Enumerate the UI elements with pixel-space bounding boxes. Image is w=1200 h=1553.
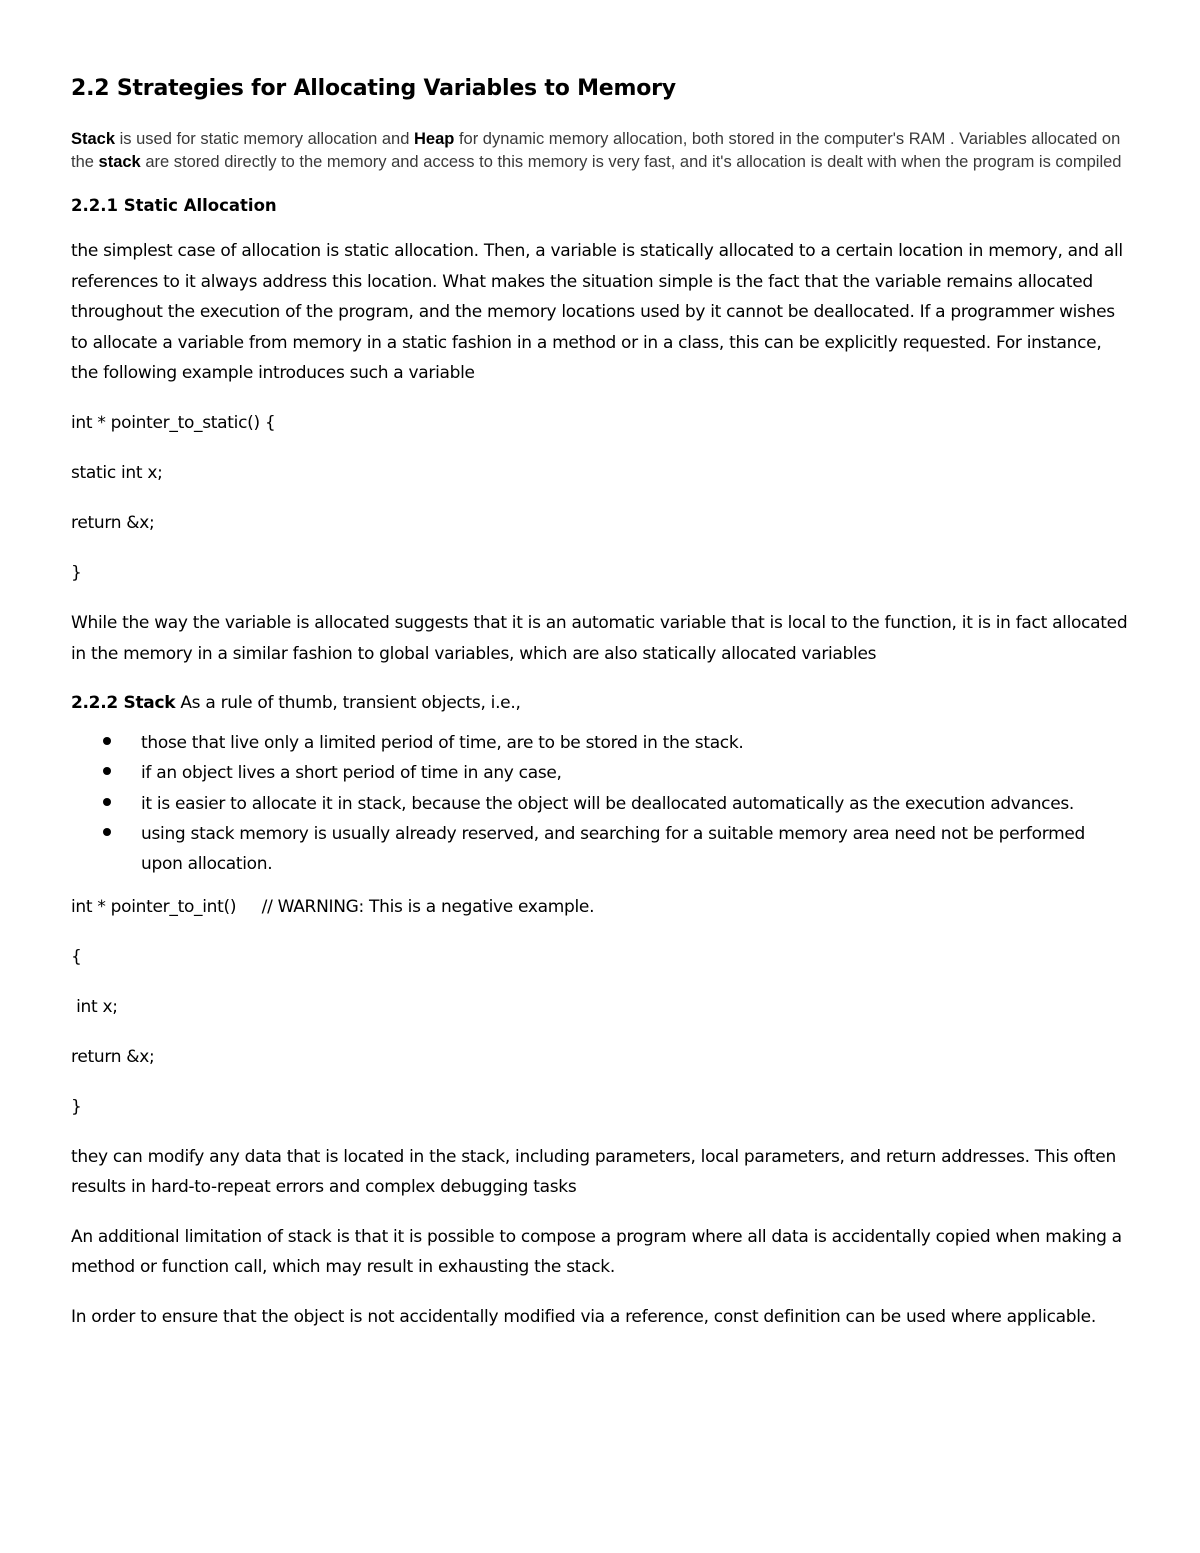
code-line: } [71, 562, 82, 583]
intro-stack-term: Stack [71, 130, 116, 148]
code-line: { [71, 946, 82, 967]
code-line: return &x; [71, 512, 155, 533]
code-line: int * pointer_to_int() // WARNING: This is a negative example. [71, 896, 595, 917]
list-item-text: using stack memory is usually already reserved, and searching for a suitable memory area need not be performed upon allocation. [141, 824, 1086, 875]
intro-text-3: are stored directly to the memory and access to this memory is very fast, and it's allocation is dealt with when the program is compiled [140, 153, 1122, 171]
bullet-icon [103, 767, 111, 775]
document-page [71, 72, 1131, 1352]
intro-heap-term: Heap [414, 130, 455, 148]
intro-text-1: is used for static memory allocation and [115, 130, 414, 148]
static-code-block [71, 408, 1131, 588]
code-line: int * pointer_to_static() { [71, 412, 276, 433]
stack-heading-rest: As a rule of thumb, transient objects, i.e., [175, 693, 521, 714]
code-line: } [71, 1096, 82, 1117]
bullet-icon [103, 798, 111, 806]
bullet-icon [103, 828, 111, 836]
static-allocation-paragraph: the simplest case of allocation is static allocation. Then, a variable is statically allocated to a certain location in memory, and all references to it always address this location. What makes the situation simple is the fact that the variable remains allocated throughout the execution of the program, and the memory locations used by it cannot be deallocated. If a programmer wishes to allocate a variable from memory in a static fashion in a method or in a class, this can be explicitly requested. For instance, the following example introduces such a variable [71, 241, 1123, 384]
intro-stack-term-2: stack [98, 153, 141, 171]
list-item-text: those that live only a limited period of time, are to be stored in the stack. [141, 733, 744, 754]
stack-bullet-list [71, 728, 1131, 879]
section-heading: 2.2 Strategies for Allocating Variables to Memory [71, 76, 676, 101]
list-item [71, 789, 1131, 819]
bullet-icon [103, 737, 111, 745]
list-item [71, 728, 1131, 758]
code-line: int x; [71, 996, 118, 1017]
code-line: return &x; [71, 1046, 155, 1067]
code-line: static int x; [71, 462, 163, 483]
list-item-text: it is easier to allocate it in stack, because the object will be deallocated automatically as the execution advances. [141, 793, 1075, 814]
list-item [71, 758, 1131, 788]
stack-code-block [71, 892, 1131, 1122]
static-after-code-paragraph: While the way the variable is allocated suggests that it is an automatic variable that is local to the function, it is in fact allocated in the memory in a similar fashion to global variables, which are also statically allocated variables [71, 612, 1128, 664]
list-item [71, 819, 1131, 880]
stack-paragraph: they can modify any data that is located in the stack, including parameters, local parameters, and return addresses. This often results in hard-to-repeat errors and complex debugging tasks [71, 1146, 1116, 1198]
stack-heading: 2.2.2 Stack [71, 693, 176, 714]
stack-paragraph: An additional limitation of stack is that it is possible to compose a program where all data is accidentally copied when making a method or function call, which may result in exhausting the stack. [71, 1226, 1122, 1278]
intro-paragraph [71, 128, 1131, 174]
list-item-text: if an object lives a short period of time in any case, [141, 763, 562, 784]
stack-paragraph: In order to ensure that the object is not accidentally modified via a reference, const definition can be used where applicable. [71, 1307, 1096, 1328]
intro-text-2: for dynamic memory allocation, both stored in the computer's RAM . Variables allocated on the [71, 130, 1121, 171]
stack-heading-line [71, 688, 1131, 718]
static-allocation-heading: 2.2.1 Static Allocation [71, 196, 277, 215]
